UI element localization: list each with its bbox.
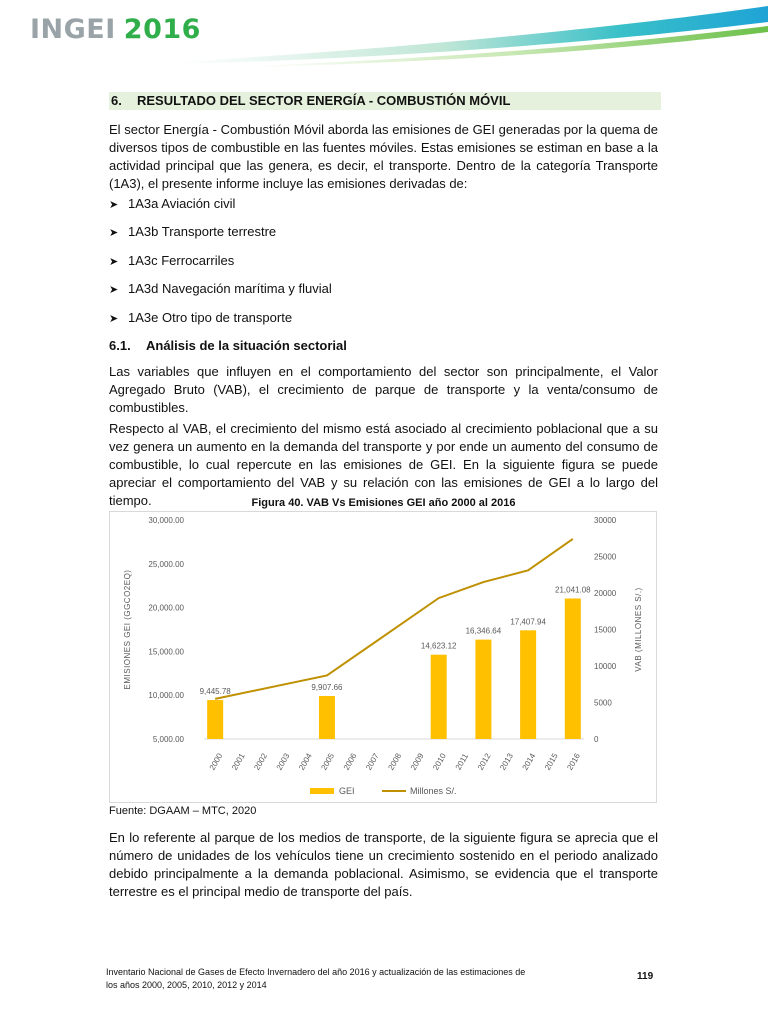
bar [565, 598, 581, 739]
legend-gei-label: GEI [339, 786, 355, 796]
x-tick-label: 2014 [520, 751, 538, 772]
bullet-item [109, 195, 235, 214]
vab-gei-chart [110, 512, 656, 802]
data-label: 21,041.08 [555, 585, 591, 595]
subsection-number: 6.1. [109, 338, 131, 353]
bullet-item [109, 252, 234, 271]
intro-paragraph: El sector Energía - Combustión Móvil aborda las emisiones de GEI generadas por la quema de diversos tipos de combustible en las fuentes móviles. Estas emisiones se estiman en base a la actividad principal que las genera, es decir, el transporte. Dentro de la categoría Transporte (1A3), el presente informe incluye las emisiones derivadas de: [109, 122, 658, 191]
x-tick-label: 2015 [542, 751, 560, 772]
y-tick-label: 5,000.00 [152, 735, 184, 744]
data-label: 9,907.66 [311, 683, 343, 693]
bar [475, 640, 491, 739]
section-number: 6. [111, 93, 122, 108]
y-tick-label: 30,000.00 [148, 516, 184, 525]
y-tick-label: 20,000.00 [148, 603, 184, 613]
arrow-bullet-icon: ➤ [109, 227, 119, 239]
x-tick-label: 2013 [498, 751, 515, 772]
x-tick-label: 2004 [297, 751, 314, 772]
footer-text: Inventario Nacional de Gases de Efecto Invernadero del año 2016 y actualización de las estimaciones de los años 2000, 2005, 2010, 2012 y 2014 [106, 967, 526, 990]
logo [30, 14, 201, 45]
page-header [0, 0, 768, 70]
bullet-item [109, 309, 292, 328]
bar [431, 655, 447, 739]
bar [319, 696, 335, 739]
x-tick-label: 2006 [341, 751, 359, 772]
y-tick-label: 10,000.00 [148, 691, 184, 701]
logo-text-ingei: INGEI [30, 14, 116, 45]
x-tick-label: 2003 [274, 751, 292, 772]
data-label: 16,346.64 [465, 626, 502, 636]
arrow-bullet-icon: ➤ [109, 284, 119, 296]
data-label: 9,445.78 [199, 687, 231, 697]
y2-tick-label: 20000 [594, 589, 617, 598]
paragraph-parque: En lo referente al parque de los medios de transporte, de la siguiente figura se aprecia que el número de unidades de los vehículos tiene un crecimiento sostenido en el periodo analizado debido principalmente a la demanda poblacional. Asimismo, se evidencia que el transporte terrestre es el principal medio de transporte del país. [109, 830, 658, 899]
figure-title: Figura 40. VAB Vs Emisiones GEI año 2000 al 2016 [251, 497, 516, 509]
x-tick-label: 2007 [364, 751, 381, 772]
bullet-text: 1A3a Aviación civil [128, 196, 236, 211]
bar [207, 700, 223, 739]
data-label: 17,407.94 [510, 617, 546, 627]
paragraph-variables: Las variables que influyen en el comportamiento del sector son principalmente, el Valor Agregado Bruto (VAB), el crecimiento de parque de transporte y la venta/consumo de combustibles. [109, 364, 658, 415]
x-tick-label: 2000 [207, 751, 225, 772]
bar [520, 630, 536, 739]
section-title: RESULTADO DEL SECTOR ENERGÍA - COMBUSTIÓN MÓVIL [137, 93, 511, 108]
arrow-bullet-icon: ➤ [109, 256, 119, 268]
bullet-text: 1A3e Otro tipo de transporte [128, 310, 293, 325]
y2-tick-label: 5000 [594, 698, 612, 708]
chart-container [109, 511, 657, 803]
bullet-item [109, 223, 276, 242]
bullet-text: 1A3c Ferrocarriles [128, 253, 235, 268]
paragraph-vab: Respecto al VAB, el crecimiento del mismo está asociado al crecimiento poblacional que a su vez genera un aumento en la demanda del transporte y por ende un aumento del consumo de combustible, lo cual repercute en las emisiones de GEI. En la siguiente figura se puede apreciar el comportamiento del VAB y su relación con las emisiones de GEI a lo largo del tiempo. [109, 421, 658, 508]
x-tick-label: 2005 [319, 751, 337, 772]
legend-line-label: Millones S/. [410, 786, 457, 796]
y2-tick-label: 25000 [594, 552, 617, 562]
figure-source: Fuente: DGAAM – MTC, 2020 [109, 805, 257, 817]
y-tick-label: 15,000.00 [148, 647, 184, 657]
y2-axis-title: VAB (MILLONES S/.) [634, 587, 643, 672]
subsection-heading [109, 337, 347, 355]
data-label: 14,623.12 [420, 641, 457, 651]
x-tick-label: 2002 [252, 751, 270, 772]
y-axis-title: EMISIONES GEI (GGCO2EQ) [123, 569, 132, 690]
x-tick-label: 2008 [386, 751, 404, 772]
x-tick-label: 2009 [408, 751, 426, 772]
x-tick-label: 2010 [431, 751, 448, 772]
section-heading [109, 92, 661, 110]
y2-tick-label: 15000 [594, 625, 617, 635]
page-number: 119 [637, 971, 654, 982]
y2-tick-label: 30000 [594, 516, 617, 525]
bullet-text: 1A3b Transporte terrestre [128, 224, 277, 239]
y-tick-label: 25,000.00 [148, 559, 184, 569]
x-tick-label: 2011 [453, 752, 471, 772]
subsection-title: Análisis de la situación sectorial [146, 338, 347, 353]
x-tick-label: 2016 [565, 751, 583, 772]
x-tick-label: 2012 [475, 751, 493, 772]
y2-tick-label: 10000 [594, 662, 617, 671]
x-tick-label: 2001 [230, 751, 247, 772]
y2-tick-label: 0 [594, 735, 599, 744]
bullet-item [109, 280, 332, 299]
arrow-bullet-icon: ➤ [109, 199, 119, 211]
arrow-bullet-icon: ➤ [109, 313, 119, 325]
legend-gei-swatch [310, 788, 334, 794]
logo-text-year: 2016 [123, 14, 201, 45]
bullet-text: 1A3d Navegación marítima y fluvial [128, 281, 332, 296]
